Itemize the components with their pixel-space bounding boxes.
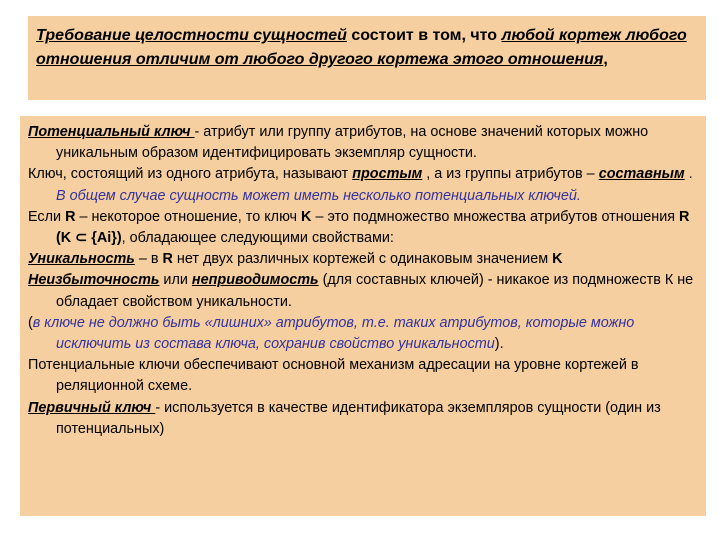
paragraph-extra-attributes-note bbox=[28, 313, 696, 355]
text: или bbox=[159, 272, 192, 289]
text: нет двух различных кортежей с одинаковым значением bbox=[172, 251, 553, 268]
symbol-r: R bbox=[162, 251, 173, 268]
title-text: состоит в том, что bbox=[346, 27, 502, 44]
title-emphasis: любой кортеж любого отношения отличим от любого другого кортежа этого отношения bbox=[36, 27, 687, 68]
term-nonredundancy: Неизбыточность bbox=[28, 272, 160, 289]
term-irreducibility: неприводимость bbox=[191, 272, 319, 289]
symbol-k: K bbox=[301, 208, 312, 225]
text: – в bbox=[134, 251, 163, 268]
text: – это подмножество множества атрибутов отношения bbox=[311, 208, 680, 225]
term-uniqueness: Уникальность bbox=[28, 251, 135, 268]
title-box bbox=[28, 16, 706, 100]
text: . bbox=[684, 166, 693, 183]
paragraph-irreducibility bbox=[28, 270, 696, 312]
text: ( bbox=[28, 314, 33, 331]
text: Ключ, состоящий из одного атрибута, называют bbox=[28, 166, 353, 183]
text: , а из группы атрибутов – bbox=[422, 166, 599, 183]
paragraph-key-definition bbox=[28, 207, 696, 249]
paragraph-uniqueness bbox=[28, 249, 696, 270]
symbol-r: R bbox=[65, 208, 76, 225]
text: Потенциальные ключи обеспечивают основной механизм адресации на уровне кортежей в реляционной схеме. bbox=[28, 357, 639, 395]
paragraph-addressing bbox=[28, 355, 696, 397]
paragraph-primary-key bbox=[28, 398, 696, 440]
title-end: , bbox=[603, 51, 608, 68]
title-term: Требование целостности сущностей bbox=[36, 27, 347, 44]
term-simple: простым bbox=[352, 166, 423, 183]
primary-key-definition: - используется в качестве идентификатора экземпляров сущности (один из потенциальных) bbox=[56, 399, 661, 437]
text: Если bbox=[28, 208, 66, 225]
term-primary-key: Первичный ключ bbox=[28, 399, 156, 416]
candidate-key-definition: - атрибут или группу атрибутов, на основе значений которых можно уникальным образом идентифицировать экземпляр сущности. bbox=[56, 124, 649, 162]
paragraph-simple-composite bbox=[28, 164, 696, 206]
symbol-k: K bbox=[552, 251, 563, 268]
body-box bbox=[20, 116, 706, 516]
term-candidate-key: Потенциальный ключ bbox=[28, 124, 195, 140]
paragraph-candidate-key bbox=[28, 122, 696, 164]
note-multiple-keys: В общем случае сущность может иметь несколько потенциальных ключей. bbox=[56, 187, 581, 204]
text: ). bbox=[494, 336, 504, 353]
formula: R (K ⊂ {Ai}) bbox=[56, 208, 690, 247]
term-composite: составным bbox=[598, 166, 685, 183]
note-extra-attributes: в ключе не должно быть «лишних» атрибутов, т.е. таких атрибутов, которые можно исключить из состава ключа, сохранив свойство уникальности bbox=[32, 314, 635, 353]
text: , обладающее следующими свойствами: bbox=[121, 230, 394, 247]
text: (для составных ключей) - никакое из подмножеств К не обладает свойством уникальности. bbox=[56, 272, 694, 310]
text: – некоторое отношение, то ключ bbox=[75, 208, 302, 225]
